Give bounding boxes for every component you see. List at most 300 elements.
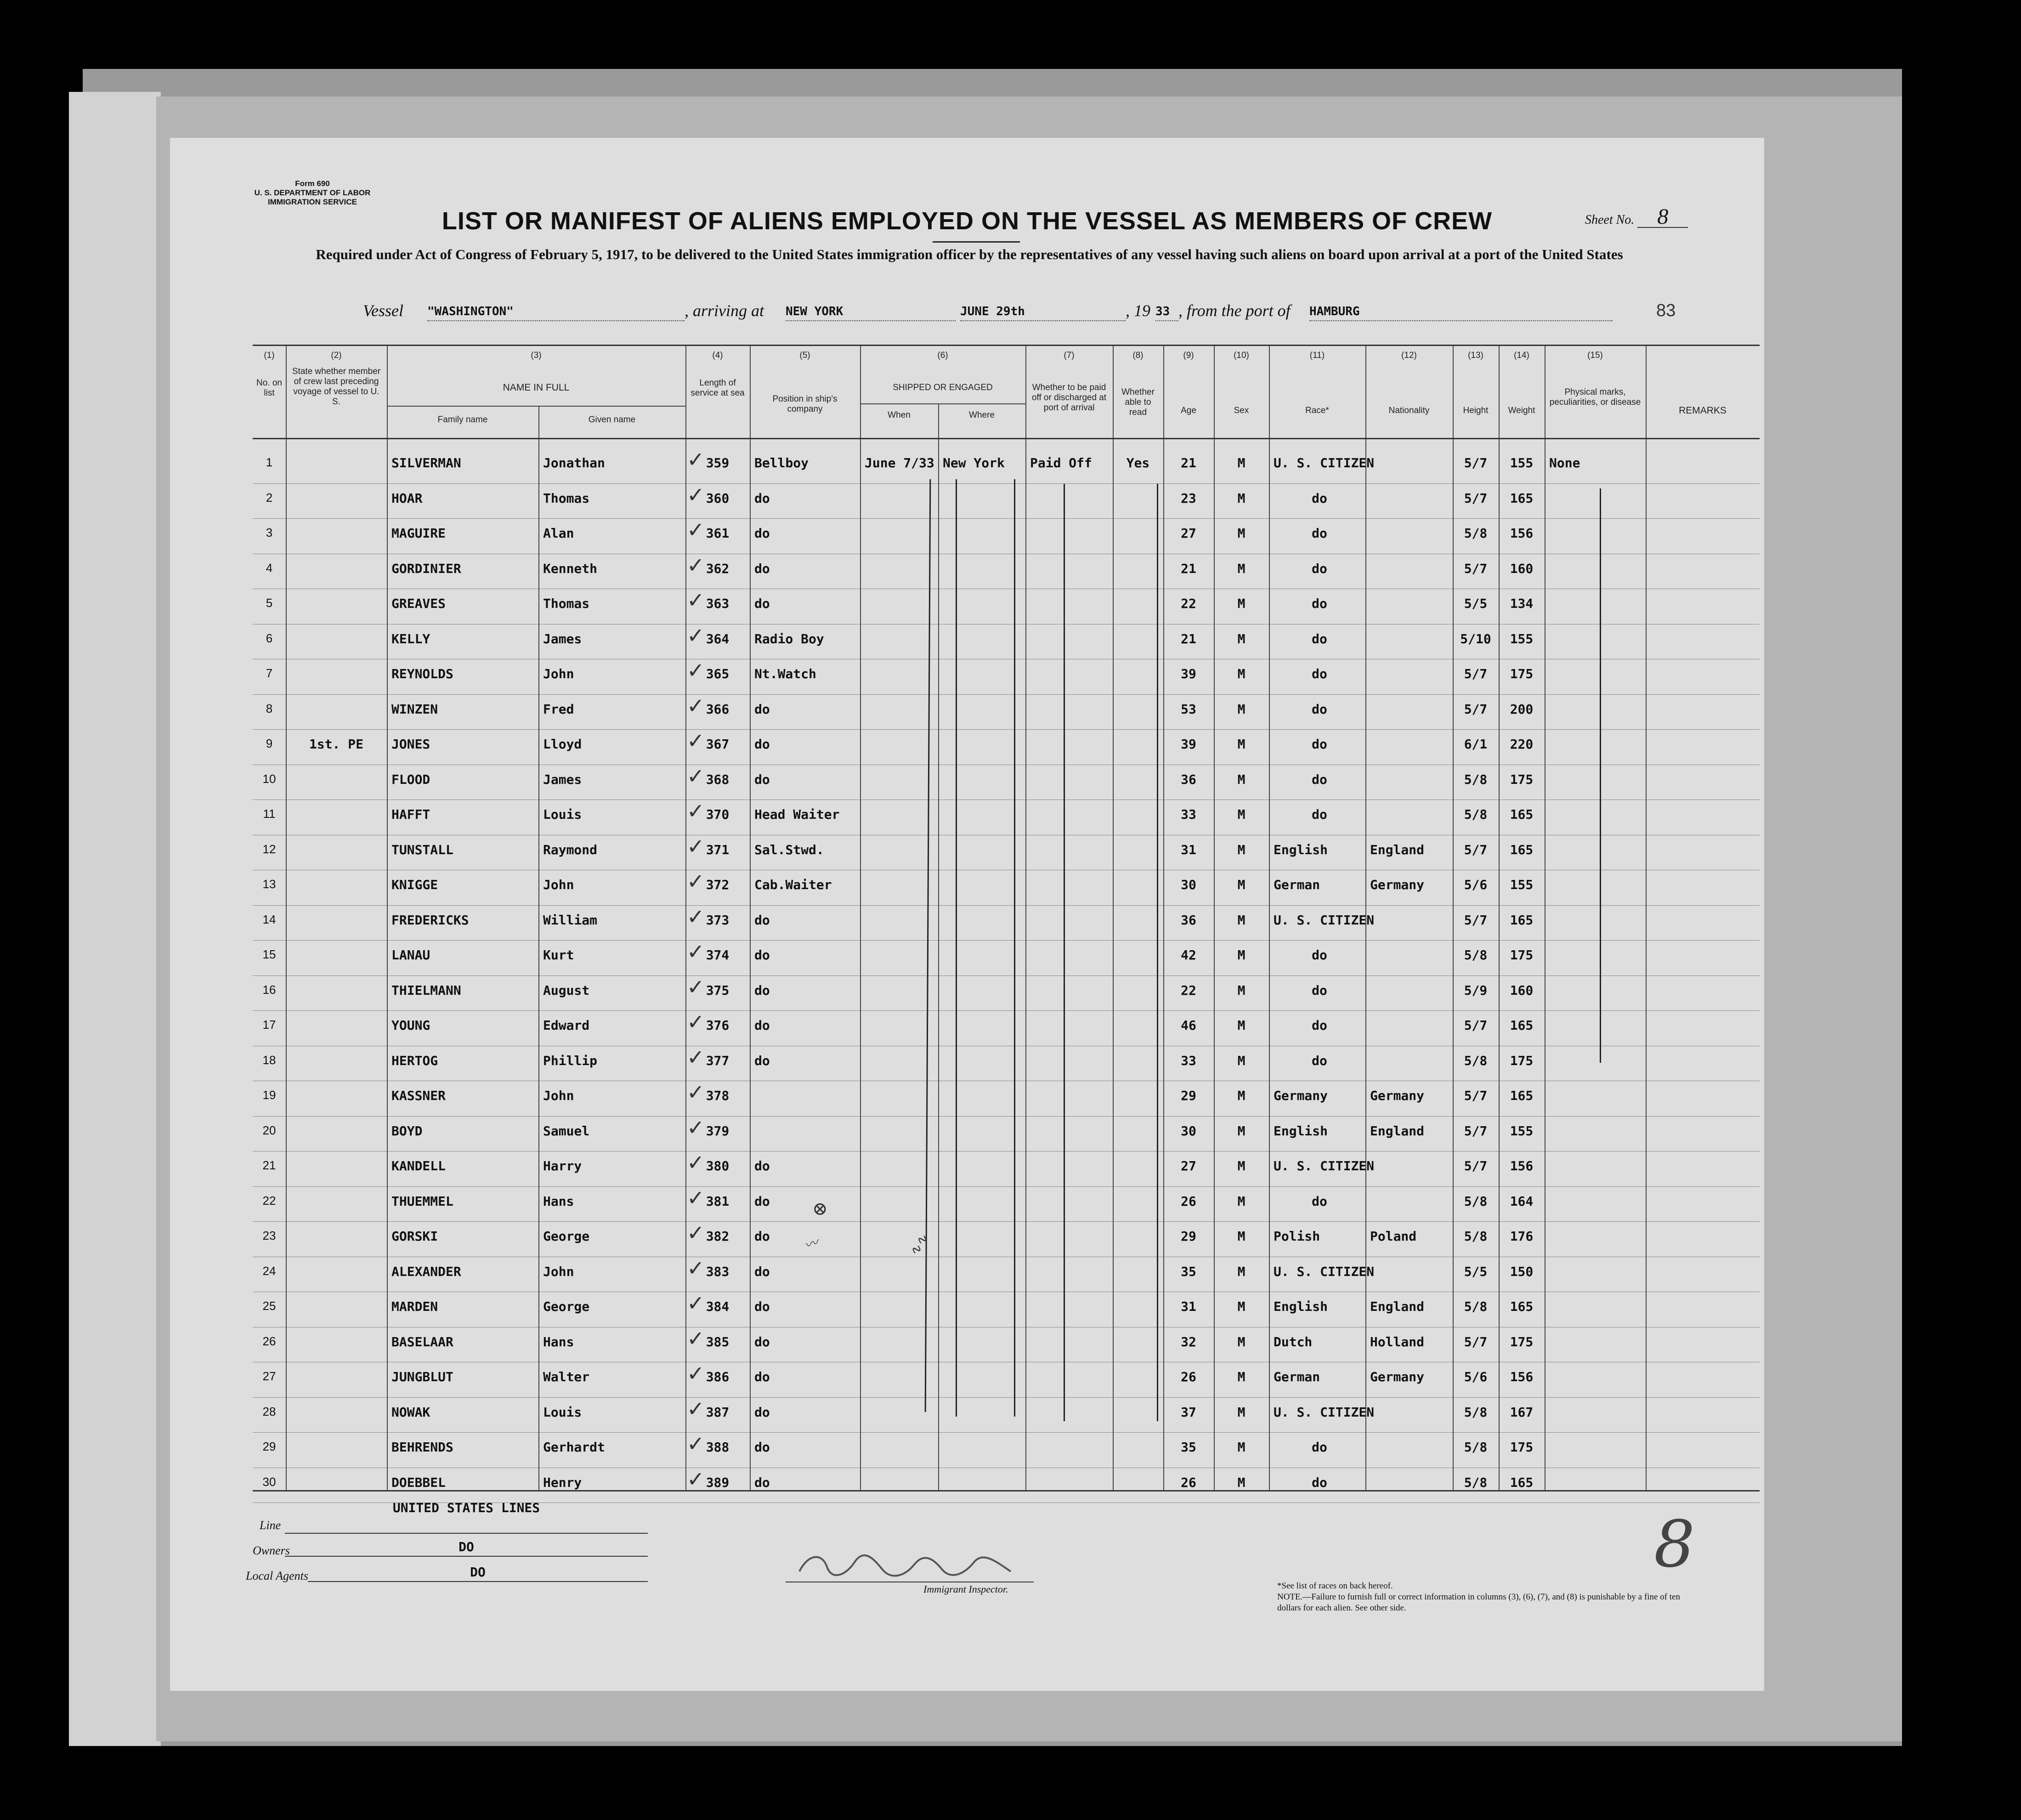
vessel-label: Vessel [363, 301, 403, 320]
length-of-service-cell: 370 [706, 807, 730, 822]
given-name-cell: Hans [543, 1193, 574, 1209]
age-cell: 21 [1181, 455, 1196, 471]
weight-cell: 175 [1510, 1053, 1534, 1068]
age-cell: 22 [1181, 982, 1196, 998]
sex-cell: M [1237, 1193, 1245, 1209]
vessel-name: "WASHINGTON" [427, 305, 685, 321]
agents-label: Local Agents [246, 1569, 309, 1582]
header-weight: Weight [1508, 406, 1535, 415]
race-cell: do [1312, 526, 1327, 541]
sex-cell: M [1237, 455, 1245, 471]
given-name-cell: James [543, 631, 582, 646]
line-label: Line [260, 1519, 281, 1532]
sex-cell: M [1237, 1229, 1245, 1244]
page-title: LIST OR MANIFEST OF ALIENS EMPLOYED ON THE VESSEL AS MEMBERS OF CREW [442, 207, 1493, 235]
age-cell: 26 [1181, 1369, 1196, 1384]
given-name-cell: John [543, 877, 574, 892]
check-mark-icon: ✓ [687, 1220, 705, 1245]
race-cell: do [1312, 807, 1327, 822]
family-name-cell: REYNOLDS [391, 666, 453, 681]
row-number-cell: 23 [262, 1229, 276, 1242]
check-mark-icon: ✓ [687, 1326, 705, 1351]
age-cell: 21 [1181, 561, 1196, 576]
length-of-service-cell: 377 [706, 1053, 730, 1068]
position-cell: do [754, 1053, 770, 1068]
height-cell: 5/7 [1464, 912, 1488, 928]
height-cell: 5/8 [1464, 947, 1488, 963]
row-number-cell: 28 [262, 1404, 276, 1418]
weight-cell: 165 [1510, 1018, 1534, 1033]
header-race: Race* [1305, 406, 1329, 415]
row-rule [253, 729, 1760, 730]
race-cell: do [1312, 666, 1327, 681]
sex-cell: M [1237, 1299, 1245, 1314]
race-cell: do [1312, 490, 1327, 506]
position-cell: do [754, 1193, 770, 1209]
check-mark-icon: ✓ [687, 1185, 705, 1210]
sex-cell: M [1237, 1440, 1245, 1455]
departure-port: HAMBURG [1309, 305, 1613, 321]
length-of-service-cell: 373 [706, 912, 730, 928]
height-cell: 5/8 [1464, 807, 1488, 822]
check-mark-icon: ✓ [687, 833, 705, 859]
column-divider [1646, 346, 1647, 1490]
check-mark-icon: ✓ [687, 482, 705, 507]
race-cell: Germany [1274, 1088, 1328, 1103]
age-cell: 53 [1181, 701, 1196, 717]
previous-voyage-cell: 1st. PE [309, 737, 363, 752]
given-name-cell: Samuel [543, 1123, 590, 1139]
row-number-cell: 17 [262, 1018, 276, 1032]
arrival-port: NEW YORK [786, 305, 956, 321]
length-of-service-cell: 381 [706, 1193, 730, 1209]
header-position: Position in ship's company [772, 394, 838, 414]
race-cell: English [1274, 1299, 1328, 1314]
col-num-12: (12) [1401, 351, 1417, 360]
age-cell: 35 [1181, 1440, 1196, 1455]
row-number-cell: 9 [266, 737, 273, 750]
position-cell: do [754, 1018, 770, 1033]
col-num-9: (9) [1183, 351, 1194, 360]
given-name-cell: John [543, 1088, 574, 1103]
header-remarks: REMARKS [1679, 405, 1727, 416]
given-name-cell: Thomas [543, 596, 590, 611]
nationality-cell: England [1370, 1299, 1425, 1314]
ditto-line [925, 479, 931, 1412]
weight-cell: 156 [1510, 1158, 1534, 1174]
sex-cell: M [1237, 596, 1245, 611]
position-cell: do [754, 596, 770, 611]
length-of-service-cell: 360 [706, 490, 730, 506]
family-name-cell: BASELAAR [391, 1334, 453, 1349]
weight-cell: 165 [1510, 1474, 1534, 1490]
family-name-cell: MARDEN [391, 1299, 438, 1314]
sex-cell: M [1237, 1158, 1245, 1174]
check-mark-icon: ✓ [687, 1255, 705, 1281]
family-name-cell: GREAVES [391, 596, 446, 611]
col-num-2: (2) [331, 351, 342, 360]
row-number-cell: 4 [266, 561, 273, 575]
family-name-cell: KANDELL [391, 1158, 446, 1174]
weight-cell: 200 [1510, 701, 1534, 717]
sex-cell: M [1237, 490, 1245, 506]
race-cell: do [1312, 631, 1327, 646]
shipped-when-cell: June 7/33 [865, 455, 934, 471]
position-cell: do [754, 1369, 770, 1384]
row-rule [253, 1221, 1760, 1222]
race-cell: do [1312, 771, 1327, 787]
row-rule [253, 518, 1760, 519]
footnote: *See list of races on back hereof. NOTE.—Failure to furnish full or correct information in columns (3), (6), (7), and (8) is punishable by a fine of ten dollars for each alien. See other side. [1277, 1581, 1680, 1613]
family-name-cell: KNIGGE [391, 877, 438, 892]
check-mark-icon: ✓ [687, 1009, 705, 1034]
weight-cell: 165 [1510, 912, 1534, 928]
given-name-cell: John [543, 1264, 574, 1279]
weight-cell: 175 [1510, 771, 1534, 787]
column-divider [860, 346, 861, 1490]
height-cell: 5/8 [1464, 1193, 1488, 1209]
position-cell: do [754, 490, 770, 506]
age-cell: 27 [1181, 1158, 1196, 1174]
age-cell: 31 [1181, 1299, 1196, 1314]
race-cell: do [1312, 982, 1327, 998]
position-cell: do [754, 982, 770, 998]
race-cell: do [1312, 561, 1327, 576]
header-nationality: Nationality [1388, 406, 1430, 415]
age-cell: 35 [1181, 1264, 1196, 1279]
row-rule [253, 940, 1760, 941]
check-mark-icon: ✓ [687, 763, 705, 788]
sex-cell: M [1237, 912, 1245, 928]
col-num-6: (6) [937, 351, 948, 360]
race-cell: U. S. CITIZEN [1274, 912, 1375, 928]
row-number-cell: 30 [262, 1474, 276, 1489]
check-mark-icon: ✓ [687, 517, 705, 542]
inspector-label: Immigrant Inspector. [923, 1583, 1008, 1595]
position-cell: do [754, 561, 770, 576]
row-number-cell: 19 [262, 1088, 276, 1102]
header-when: When [888, 410, 911, 420]
sex-cell: M [1237, 1474, 1245, 1490]
family-name-cell: BEHRENDS [391, 1440, 453, 1455]
manifest-page [170, 138, 1764, 1691]
nationality-cell: England [1370, 842, 1425, 857]
check-mark-icon: ✓ [687, 552, 705, 578]
height-cell: 5/5 [1464, 1264, 1488, 1279]
weight-cell: 176 [1510, 1229, 1534, 1244]
sex-cell: M [1237, 526, 1245, 541]
check-mark-icon: ✓ [687, 1396, 705, 1421]
title-divider [933, 241, 1020, 243]
family-name-cell: SILVERMAN [391, 455, 461, 471]
sex-cell: M [1237, 666, 1245, 681]
agents-value: DO [308, 1565, 648, 1582]
age-cell: 29 [1181, 1229, 1196, 1244]
check-mark-icon: ✓ [687, 588, 705, 612]
height-cell: 5/7 [1464, 666, 1488, 681]
length-of-service-cell: 359 [706, 455, 730, 471]
header-family-name: Family name [437, 415, 488, 425]
column-divider [1499, 346, 1500, 1490]
row-number-cell: 20 [262, 1123, 276, 1137]
check-mark-icon: ✓ [687, 1291, 705, 1315]
col-num-8: (8) [1132, 351, 1144, 360]
race-cell: English [1274, 1123, 1328, 1139]
sex-cell: M [1237, 947, 1245, 963]
height-cell: 5/6 [1464, 1369, 1488, 1384]
race-cell: U. S. CITIZEN [1274, 1404, 1375, 1420]
row-number-cell: 14 [262, 912, 276, 926]
length-of-service-cell: 378 [706, 1088, 730, 1103]
sex-cell: M [1237, 561, 1245, 576]
row-rule [253, 483, 1760, 484]
weight-cell: 165 [1510, 842, 1534, 857]
position-cell: do [754, 1158, 770, 1174]
header-length-of-service: Length of service at sea [691, 378, 745, 398]
row-number-cell: 7 [266, 666, 273, 680]
height-cell: 5/8 [1464, 1404, 1488, 1420]
race-cell: German [1274, 877, 1320, 892]
row-rule [253, 975, 1760, 976]
position-cell: do [754, 1264, 770, 1279]
family-name-cell: GORDINIER [391, 561, 461, 576]
col-num-3: (3) [531, 351, 542, 360]
weight-cell: 175 [1510, 1334, 1534, 1349]
height-cell: 5/8 [1464, 1440, 1488, 1455]
sex-cell: M [1237, 807, 1245, 822]
age-cell: 39 [1181, 737, 1196, 752]
sex-cell: M [1237, 737, 1245, 752]
handwritten-sheet-mark: 8 [1654, 1507, 1695, 1582]
nationality-cell: Poland [1370, 1229, 1417, 1244]
sex-cell: M [1237, 1123, 1245, 1139]
length-of-service-cell: 364 [706, 631, 730, 646]
family-name-cell: WINZEN [391, 701, 438, 717]
crew-table-grid [253, 346, 1760, 1490]
header-bottom-rule [253, 438, 1760, 439]
age-cell: 32 [1181, 1334, 1196, 1349]
given-name-cell: George [543, 1229, 590, 1244]
given-name-cell: Louis [543, 807, 582, 822]
header-height: Height [1463, 406, 1489, 415]
age-cell: 26 [1181, 1474, 1196, 1490]
row-number-cell: 5 [266, 596, 273, 610]
height-cell: 5/6 [1464, 877, 1488, 892]
family-name-cell: THIELMANN [391, 982, 461, 998]
sex-cell: M [1237, 842, 1245, 857]
position-cell: do [754, 1404, 770, 1420]
weight-cell: 155 [1510, 455, 1534, 471]
row-rule [253, 1186, 1760, 1187]
given-name-cell: Edward [543, 1018, 590, 1033]
age-cell: 23 [1181, 490, 1196, 506]
line-fill [285, 1516, 648, 1534]
position-cell: do [754, 526, 770, 541]
race-cell: do [1312, 1018, 1327, 1033]
height-cell: 5/7 [1464, 455, 1488, 471]
row-number-cell: 22 [262, 1193, 276, 1208]
length-of-service-cell: 389 [706, 1474, 730, 1490]
col-num-14: (14) [1514, 351, 1529, 360]
length-of-service-cell: 388 [706, 1440, 730, 1455]
row-number-cell: 1 [266, 455, 273, 469]
column-divider [1163, 346, 1164, 1490]
length-of-service-cell: 379 [706, 1123, 730, 1139]
race-cell: U. S. CITIZEN [1274, 1158, 1375, 1174]
row-number-cell: 10 [262, 771, 276, 786]
header-paid-off: Whether to be paid off or discharged at port of arrival [1031, 383, 1107, 413]
height-cell: 5/8 [1464, 1474, 1488, 1490]
header-age: Age [1181, 406, 1196, 415]
weight-cell: 175 [1510, 666, 1534, 681]
column-divider [387, 346, 388, 1490]
vessel-row [170, 301, 1764, 324]
header-given-name: Given name [588, 415, 636, 425]
position-cell: do [754, 912, 770, 928]
column-divider [685, 346, 686, 1490]
family-name-cell: ALEXANDER [391, 1264, 461, 1279]
family-name-cell: KASSNER [391, 1088, 446, 1103]
column-divider [1214, 346, 1215, 1490]
able-to-read-cell: Yes [1126, 455, 1150, 471]
given-name-cell: William [543, 912, 598, 928]
weight-cell: 160 [1510, 561, 1534, 576]
family-name-cell: JONES [391, 737, 430, 752]
length-of-service-cell: 366 [706, 701, 730, 717]
check-mark-icon: ✓ [687, 728, 705, 753]
height-cell: 6/1 [1464, 737, 1488, 752]
family-name-cell: HAFFT [391, 807, 430, 822]
position-cell: Bellboy [754, 455, 809, 471]
weight-cell: 160 [1510, 982, 1534, 998]
paid-off-cell: Paid Off [1030, 455, 1092, 471]
col-num-10: (10) [1234, 351, 1249, 360]
position-cell: do [754, 1474, 770, 1490]
subtitle: Required under Act of Congress of February 5, 1917, to be delivered to the United States immigration officer by the representatives of any vessel having such aliens on board upon arrival at a port of the United States [316, 246, 1623, 262]
length-of-service-cell: 375 [706, 982, 730, 998]
given-name-cell: Raymond [543, 842, 598, 857]
height-cell: 5/7 [1464, 842, 1488, 857]
age-cell: 42 [1181, 947, 1196, 963]
weight-cell: 167 [1510, 1404, 1534, 1420]
col-num-15: (15) [1587, 351, 1603, 360]
physical-marks-cell: None [1549, 455, 1580, 471]
height-cell: 5/7 [1464, 1018, 1488, 1033]
row-rule [253, 799, 1760, 800]
height-cell: 5/9 [1464, 982, 1488, 998]
row-number-cell: 29 [262, 1440, 276, 1453]
age-cell: 26 [1181, 1193, 1196, 1209]
row-number-cell: 27 [262, 1369, 276, 1383]
given-name-cell: Fred [543, 701, 574, 717]
row-number-cell: 3 [266, 526, 273, 539]
given-name-cell: Hans [543, 1334, 574, 1349]
given-name-cell: August [543, 982, 590, 998]
position-cell: do [754, 771, 770, 787]
owners-value: DO [285, 1539, 648, 1557]
handwritten-annotation: ∿∿ [906, 1231, 932, 1260]
form-identifier: Form 690 U. S. DEPARTMENT OF LABOR IMMIGRATION SERVICE [254, 179, 371, 206]
crew-table [253, 345, 1760, 1491]
length-of-service-cell: 382 [706, 1229, 730, 1244]
row-number-cell: 11 [263, 807, 276, 821]
age-cell: 36 [1181, 771, 1196, 787]
sex-cell: M [1237, 1369, 1245, 1384]
length-of-service-cell: 386 [706, 1369, 730, 1384]
given-name-cell: Kenneth [543, 561, 598, 576]
position-cell: do [754, 1334, 770, 1349]
height-cell: 5/10 [1460, 631, 1491, 646]
row-number-cell: 25 [262, 1299, 276, 1313]
age-cell: 27 [1181, 526, 1196, 541]
position-cell: do [754, 1229, 770, 1244]
height-cell: 5/8 [1464, 1299, 1488, 1314]
row-number-cell: 12 [262, 842, 276, 856]
nationality-cell: Germany [1370, 1088, 1425, 1103]
nationality-cell: England [1370, 1123, 1425, 1139]
ditto-line [956, 479, 957, 1417]
age-cell: 30 [1181, 877, 1196, 892]
check-mark-icon: ✓ [687, 1150, 705, 1175]
sex-cell: M [1237, 1053, 1245, 1068]
sex-cell: M [1237, 1264, 1245, 1279]
row-rule [253, 1010, 1760, 1011]
family-name-cell: YOUNG [391, 1018, 430, 1033]
age-cell: 31 [1181, 842, 1196, 857]
length-of-service-cell: 367 [706, 737, 730, 752]
column-divider [1365, 346, 1366, 1490]
race-cell: German [1274, 1369, 1320, 1384]
age-cell: 22 [1181, 596, 1196, 611]
height-cell: 5/8 [1464, 1229, 1488, 1244]
family-name-cell: FREDERICKS [391, 912, 469, 928]
race-cell: Dutch [1274, 1334, 1313, 1349]
sex-cell: M [1237, 631, 1245, 646]
row-rule [253, 694, 1760, 695]
age-cell: 39 [1181, 666, 1196, 681]
check-mark-icon: ✓ [687, 693, 705, 718]
length-of-service-cell: 365 [706, 666, 730, 681]
footer [170, 1493, 1764, 1691]
nationality-cell: Germany [1370, 877, 1425, 892]
race-cell: U. S. CITIZEN [1274, 455, 1375, 471]
header-divider [860, 403, 1025, 404]
race-cell: do [1312, 701, 1327, 717]
age-cell: 33 [1181, 807, 1196, 822]
position-cell: do [754, 947, 770, 963]
family-name-cell: GORSKI [391, 1229, 438, 1244]
height-cell: 5/7 [1464, 490, 1488, 506]
ditto-line [1600, 488, 1601, 1063]
given-name-cell: Louis [543, 1404, 582, 1420]
column-divider [1025, 346, 1026, 1490]
family-name-cell: BOYD [391, 1123, 423, 1139]
height-cell: 5/8 [1464, 526, 1488, 541]
row-number-cell: 2 [266, 490, 273, 505]
length-of-service-cell: 380 [706, 1158, 730, 1174]
page-number: 83 [1656, 301, 1676, 320]
length-of-service-cell: 372 [706, 877, 730, 892]
family-name-cell: THUEMMEL [391, 1193, 453, 1209]
owners-label: Owners [253, 1544, 290, 1557]
check-mark-icon: ✓ [687, 1044, 705, 1070]
position-cell: Radio Boy [754, 631, 824, 646]
header-where: Where [969, 410, 995, 420]
position-cell: Head Waiter [754, 807, 840, 822]
weight-cell: 156 [1510, 1369, 1534, 1384]
given-name-cell: Jonathan [543, 455, 605, 471]
age-cell: 36 [1181, 912, 1196, 928]
